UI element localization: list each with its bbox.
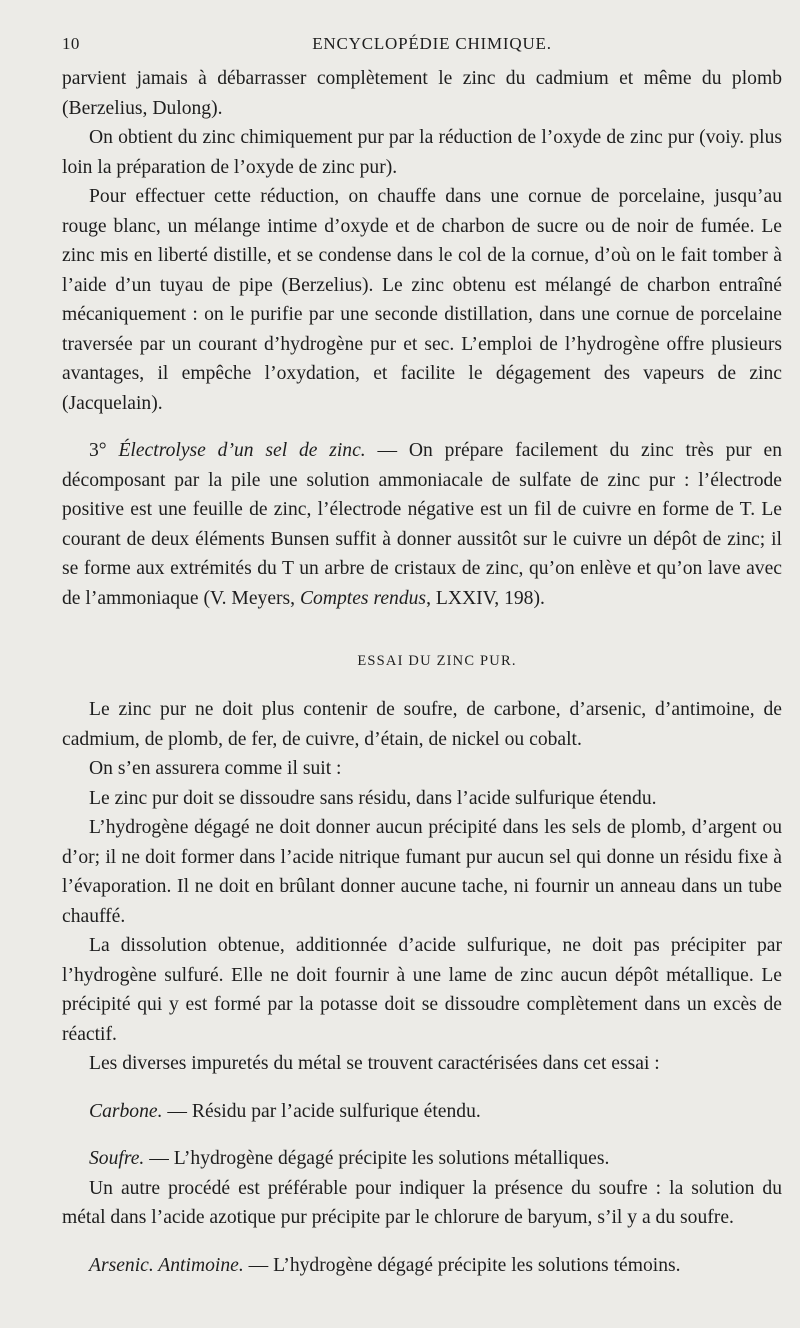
journal-title: Comptes rendus xyxy=(299,587,427,609)
paragraph-soufre-alternative: Un autre procédé est préférable pour indiquer la présence du soufre : la solution du métal dans l’acide azotique pur précipite par le chlorure de baryum, s’il y a du soufre. xyxy=(62,1177,782,1228)
carbone-text: — Résidu par l’acide sulfurique étendu. xyxy=(162,1100,481,1122)
paragraph-hydrogen-test: L’hydrogène dégagé ne doit donner aucun précipité dans les sels de plomb, d’argent ou d’or; il ne doit former dans l’acide nitrique fumant pur aucun sel qui donne un résidu fixe à l’évaporation. Il ne doit en brûlant donner aucune tache, ni fournir un anneau dans un tube chauffé. xyxy=(62,817,782,927)
arsenic-text: — L’hydrogène dégagé précipite les solutions témoins. xyxy=(243,1254,681,1276)
electrolysis-title: Électrolyse d’un sel de zinc. xyxy=(118,440,366,461)
paragraph-electrolysis xyxy=(62,436,782,613)
soufre-text: — L’hydrogène dégagé précipite les solutions métalliques. xyxy=(144,1148,610,1169)
arsenic-term: Arsenic. Antimoine. xyxy=(89,1254,244,1276)
paragraph-soufre xyxy=(62,1144,782,1174)
section-heading: ESSAI DU ZINC PUR. xyxy=(357,653,517,669)
journal-reference: , LXXIV, 198). xyxy=(426,587,545,609)
paragraph-reduction-intro: On obtient du zinc chimiquement pur par la réduction de l’oxyde de zinc pur (voiy. plus loin la préparation de l’oxyde de zinc pur). xyxy=(62,127,782,178)
carbone-term: Carbone. xyxy=(89,1100,163,1122)
paragraph-carbone xyxy=(62,1097,782,1127)
paragraph-solution-test: La dissolution obtenue, additionnée d’acide sulfurique, ne doit pas précipiter par l’hydrogène sulfuré. Elle ne doit fournir à une lame de zinc aucun dépôt métallique. Le précipité qui y est formé par la potasse doit se dissoudre complètement dans un excès de réactif. xyxy=(62,935,782,1045)
paragraph-impurities-list: Le zinc pur ne doit plus contenir de soufre, de carbone, d’arsenic, d’antimoine, de cadmium, de plomb, de fer, de cuivre, d’étain, de nickel ou cobalt. xyxy=(62,699,782,750)
paragraph-arsenic xyxy=(62,1251,782,1281)
paragraph-procedure-intro: On s’en assurera comme il suit : xyxy=(89,758,342,779)
paragraph-sulfuric-test: Le zinc pur doit se dissoudre sans résidu, dans l’acide sulfurique étendu. xyxy=(89,787,657,809)
electrolysis-text: — On prépare facilement du zinc très pur en décomposant par la pile une solution ammoniacale de sulfate de zinc pur : l’électrode positive est une feuille de zinc, l’électrode négative est un fil de cuivre en forme de T. Le courant de deux éléments Bunsen suffit à donner aussitôt sur le cuivre un dépôt de zinc; il se forme aux extrémités du T un arbre de cristaux de zinc, qu’on enlève et qu’on lave avec de l’ammoniaque (V. Meyers, xyxy=(62,440,782,609)
running-head xyxy=(62,28,782,54)
running-title: ENCYCLOPÉDIE CHIMIQUE. xyxy=(312,34,552,53)
paragraph-reduction-method: Pour effectuer cette réduction, on chauffe dans une cornue de porcelaine, jusqu’au rouge blanc, un mélange intime d’oxyde et de charbon de sucre ou de noir de fumée. Le zinc mis en liberté distille, et se condense dans le col de la cornue, d’où on le fait tomber à l’aide d’un tuyau de pipe (Berzelius). Le zinc obtenu est mélangé de charbon entraîné mécaniquement : on le purifie par une seconde distillation, dans une cornue de porcelaine traversée par un courant d’hydrogène pur et sec. L’emploi de l’hydrogène offre plusieurs avantages, il empêche l’oxydation, et facilite le dégagement des vapeurs de zinc (Jacquelain). xyxy=(62,186,782,414)
item-number: 3° xyxy=(89,440,107,461)
soufre-term: Soufre. xyxy=(89,1148,145,1169)
page-number: 10 xyxy=(62,34,80,53)
body-text xyxy=(62,64,782,1280)
paragraph-continued: parvient jamais à débarrasser complètement le zinc du cadmium et même du plomb (Berzelius, Dulong). xyxy=(62,68,782,119)
paragraph-impurities-intro: Les diverses impuretés du métal se trouvent caractérisées dans cet essai : xyxy=(89,1053,660,1074)
